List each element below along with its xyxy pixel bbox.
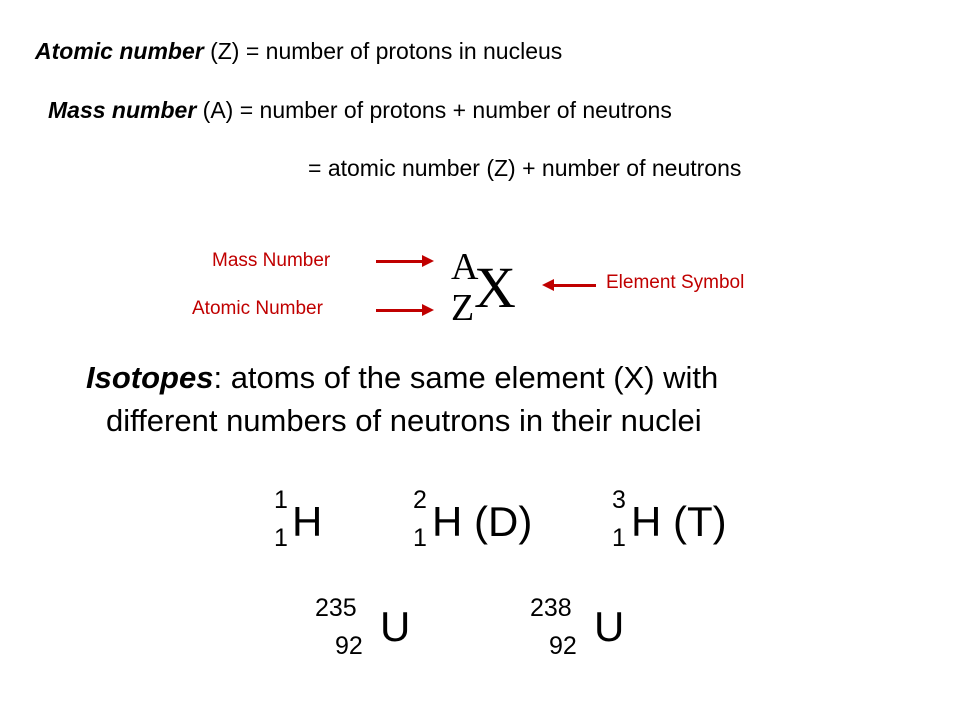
- hydrogen-2-mass-number: 2: [413, 486, 427, 514]
- hydrogen-3-suffix: (T): [661, 498, 727, 545]
- mass-number-arrow: [376, 260, 424, 263]
- atomic-number-label: Atomic Number: [192, 298, 323, 319]
- atomic-number-text: (Z) = number of protons in nucleus: [203, 38, 563, 64]
- isotopes-text-line1: : atoms of the same element (X) with: [213, 360, 719, 395]
- element-symbol-arrow: [552, 284, 596, 287]
- hydrogen-1-element: H: [292, 498, 323, 545]
- atomic-number-term: Atomic number: [35, 38, 204, 64]
- hydrogen-3-mass-number: 3: [612, 486, 626, 514]
- hydrogen-3-element: H: [631, 498, 662, 545]
- uranium-238-mass-number: 238: [530, 594, 572, 622]
- hydrogen-3-atomic-number: 1: [612, 524, 626, 552]
- uranium-235-symbol: U: [380, 603, 411, 650]
- element-symbol-x: X: [474, 255, 516, 320]
- isotopes-term: Isotopes: [86, 360, 214, 395]
- mass-number-equivalence: = atomic number (Z) + number of neutrons: [308, 155, 742, 181]
- hydrogen-2-element: H: [432, 498, 463, 545]
- atomic-number-definition: [35, 38, 562, 65]
- atomic-number-symbol-z: Z: [451, 287, 475, 329]
- mass-number-symbol-a: A: [451, 246, 479, 288]
- atomic-number-arrow: [376, 309, 424, 312]
- uranium-238-atomic-number: 92: [549, 632, 577, 660]
- hydrogen-1-atomic-number: 1: [274, 524, 288, 552]
- mass-number-term: Mass number: [48, 97, 197, 123]
- isotopes-definition-line2: different numbers of neutrons in their nuclei: [106, 403, 702, 438]
- hydrogen-2-symbol: [432, 498, 532, 546]
- hydrogen-2-atomic-number: 1: [413, 524, 427, 552]
- mass-number-label: Mass Number: [212, 250, 331, 271]
- hydrogen-3-symbol: [631, 498, 727, 546]
- uranium-235-atomic-number: 92: [335, 632, 363, 660]
- hydrogen-1-symbol: [292, 498, 322, 546]
- hydrogen-1-mass-number: 1: [274, 486, 288, 514]
- uranium-238-symbol: U: [594, 603, 625, 650]
- mass-number-definition: [48, 97, 672, 124]
- mass-number-text: (A) = number of protons + number of neutrons: [196, 97, 672, 123]
- hydrogen-2-suffix: (D): [462, 498, 533, 545]
- uranium-235-mass-number: 235: [315, 594, 357, 622]
- isotopes-definition-line1: [86, 360, 718, 396]
- element-symbol-label: Element Symbol: [606, 272, 745, 293]
